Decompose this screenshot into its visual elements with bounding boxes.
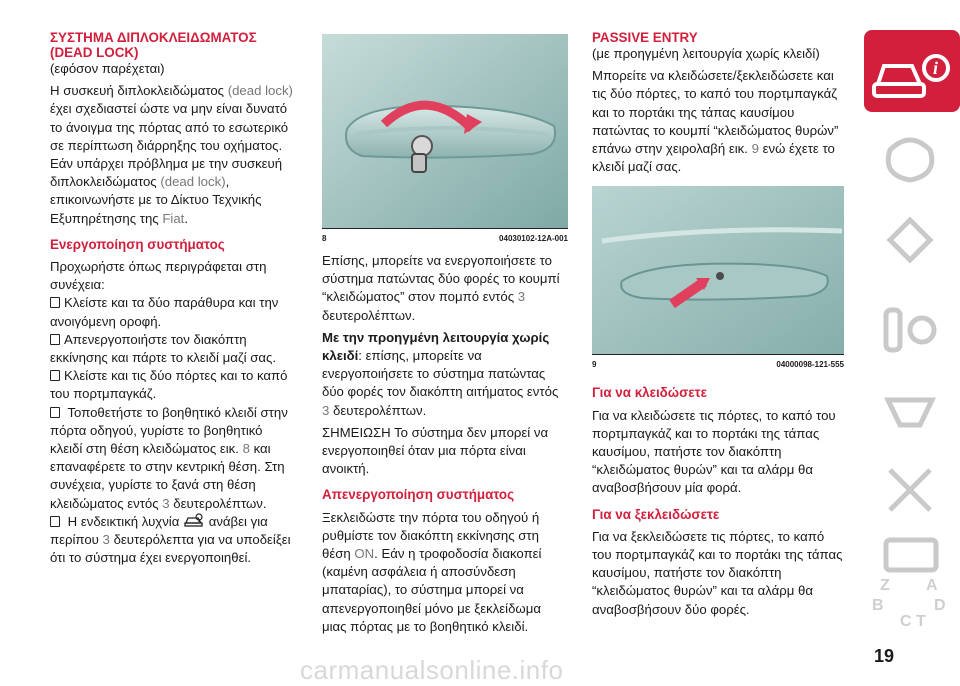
- step-4: Τοποθετήστε το βοηθητικό κλειδί στην πόρτα οδηγού, γυρίστε το βοηθητικό κλειδί στη θέση κλειδώματος εικ. 8 και επαναφέρετε το στην κεντρική θέση. Στη συνέχεια, γυρίστε το ξανά στη θέση κλειδώματος εντός 3 δευτερολέπτων.: [50, 404, 294, 513]
- warning-icon[interactable]: [888, 400, 932, 425]
- tech-data-icon[interactable]: [886, 540, 936, 570]
- title-subtitle: (εφόσον παρέχεται): [50, 61, 165, 76]
- sidebar-icons: [860, 30, 960, 650]
- step-1: Κλείστε και τα δύο παράθυρα και την ανοιγόμενη οροφή.: [50, 294, 294, 330]
- chapter-sidebar: [860, 30, 960, 650]
- column-2: [322, 34, 568, 636]
- lock-paragraph: Για να κλειδώσετε τις πόρτες, το καπό του πορτμπαγκάζ και το πορτάκι της τάπας καυσίμου, πατήστε τον διακόπτη “κλειδώματος θυρών” και τα αλάρμ θα αναβοσβήσουν μία φορά.: [592, 407, 836, 496]
- intro-paragraph: Η συσκευή διπλοκλειδώματος (dead lock) έχει σχεδιαστεί ώστε να μην είναι δυνατό το άνοιγμα της πόρτας από το εσωτερικό σε περίπτωση διάρρηξης του οχήματος. Εάν υπάρχει πρόβλημα με την συσκευή διπλοκλειδώματος (dead lock), επικοινωνήστε με το Δίκτυο Τεχνικής Εξυπηρέτησης της Fiat.: [50, 83, 293, 226]
- step-2: Απενεργοποιήστε τον διακόπτη εκκίνησης και πάρτε το κλειδί μαζί σας.: [50, 331, 294, 367]
- step-3: Κλείστε και τις δύο πόρτες και το καπό του πορτμπαγκάζ.: [50, 367, 294, 403]
- figure-8: [322, 34, 568, 244]
- svg-text:B: B: [872, 597, 884, 614]
- index-icon[interactable]: [872, 577, 946, 630]
- door-key-photo: [322, 34, 568, 228]
- deactivation-paragraph: Ξεκλειδώστε την πόρτα του οδηγού ή ρυθμίστε τον διακόπτη εκκίνησης στη θέση ON. Εάν η τροφοδοσία διακοπεί (καμένη ασφάλεια ή αποσύνδεση μπαταρίας), το σύστημα μπορεί να απενεργοποιηθεί μόνο με ξεκλείδωμα μιας πόρτας με το βοηθητικό κλειδί.: [322, 509, 542, 634]
- keyless-paragraph: Με την προηγμένη λειτουργία χωρίς κλειδί: επίσης, μπορείτε να ενεργοποιήσετε το σύστημα πατώντας δύο φορές τον διακόπτη αιτήματος εντός 3 δευτερολέπτων.: [322, 329, 559, 418]
- activation-intro: Προχωρήστε όπως περιγράφεται στη συνέχεια:: [50, 259, 267, 293]
- column-3: [592, 30, 844, 619]
- figure-8-rule: [322, 228, 568, 229]
- unlock-heading: Για να ξεκλειδώσετε: [592, 506, 720, 522]
- deactivation-heading: Απενεργοποίηση συστήματος: [322, 487, 515, 503]
- figure-9: [592, 186, 844, 370]
- lock-heading: Για να κλειδώσετε: [592, 385, 707, 401]
- info-letter: i: [933, 58, 939, 78]
- unlock-paragraph: Για να ξεκλειδώσετε τις πόρτες, το καπό του πορτμπαγκάζ και το πορτάκι της τάπας καυσίμου, πατήστε τον διακόπτη “κλειδώματος θυρών” και τα αλάρμ θα αναβοσβήσουν δύο φορές.: [592, 528, 843, 617]
- title-line-2: (DEAD LOCK): [50, 45, 139, 60]
- watermark: carmanualsonline.info: [300, 655, 564, 685]
- svg-text:T: T: [916, 613, 926, 630]
- start-icon[interactable]: [886, 310, 900, 350]
- maintenance-icon[interactable]: [890, 470, 930, 510]
- column-1: [50, 30, 294, 567]
- door-handle-photo: [592, 186, 844, 354]
- security-indicator-icon: [183, 513, 205, 529]
- safety-icon[interactable]: [890, 220, 930, 260]
- dashboard-icon[interactable]: [888, 140, 932, 180]
- svg-text:A: A: [926, 577, 938, 594]
- svg-text:Z: Z: [880, 577, 890, 594]
- figure-8-caption: 8 04030102-12A-001: [322, 234, 568, 243]
- svg-text:C: C: [900, 613, 912, 630]
- svg-text:D: D: [934, 597, 946, 614]
- passive-entry-subtitle: (με προηγμένη λειτουργία χωρίς κλειδί): [592, 46, 820, 61]
- figure-9-rule: [592, 354, 844, 355]
- step-5: Η ενδεικτική λυχνία ανάβει για περίπου 3 δευτερόλεπτα για να υποδείξει ότι το σύστημα έχει ενεργοποιηθεί.: [50, 513, 294, 568]
- gear-icon[interactable]: [910, 318, 934, 342]
- title-line-1: ΣΥΣΤΗΜΑ ΔΙΠΛΟΚΛΕΙΔΩΜΑΤΟΣ: [50, 30, 257, 45]
- figure-9-caption: 9 04000098-121-555: [592, 360, 844, 370]
- section-title: [50, 30, 294, 60]
- passive-entry-heading: PASSIVE ENTRY: [592, 30, 698, 45]
- page-number: 19: [874, 646, 895, 666]
- remote-paragraph: Επίσης, μπορείτε να ενεργοποιήσετε το σύστημα πατώντας δύο φορές το κουμπί “κλειδώματος” στον πομπό εντός 3 δευτερολέπτων.: [322, 253, 560, 323]
- note-paragraph: ΣΗΜΕΙΩΣΗ Το σύστημα δεν μπορεί να ενεργοποιηθεί όταν μια πόρτα είναι ανοικτή.: [322, 424, 549, 477]
- passive-entry-paragraph: Μπορείτε να κλειδώσετε/ξεκλειδώσετε και τις δύο πόρτες, το καπό του πορτμπαγκάζ και το πορτάκι της τάπας καυσίμου πατώντας το κουμπί “κλειδώματος θυρών” επάνω στην χειρολαβή εικ. 9 ενώ έχετε το κλειδί μαζί σας.: [592, 68, 839, 175]
- activation-heading: Ενεργοποίηση συστήματος: [50, 236, 225, 252]
